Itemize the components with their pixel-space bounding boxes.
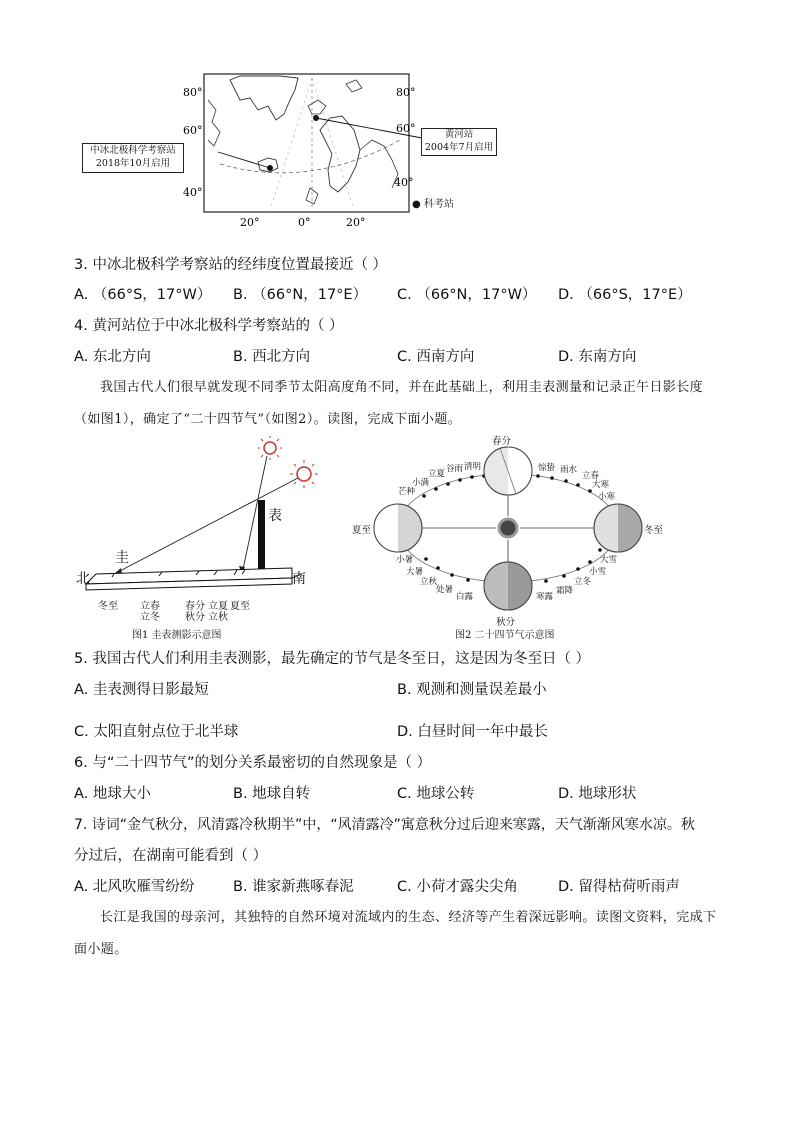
q3-option-a[interactable]: A. （66°S，17°W） — [74, 287, 212, 303]
question-6-stem: 6. 与“二十四节气”的划分关系最密切的自然现象是（ ） — [74, 755, 432, 771]
q7-option-a[interactable]: A. 北风吹雁雪纷纷 — [74, 879, 195, 895]
question-4-stem: 4. 黄河站位于中冰北极科学考察站的（ ） — [74, 318, 344, 334]
q3-option-c[interactable]: C. （66°N，17°W） — [397, 287, 537, 303]
term-label: 处暑 — [436, 585, 454, 595]
direction-south: 南 — [292, 571, 306, 587]
term-label: 白露 — [456, 592, 474, 602]
term-label: 小暑 — [396, 555, 414, 565]
term-label: 小雪 — [589, 567, 607, 577]
term-label: 寒露 — [536, 592, 554, 602]
earth-icon — [484, 562, 532, 610]
q6-option-b[interactable]: B. 地球自转 — [233, 786, 311, 802]
term-label: 芒种 — [398, 487, 416, 497]
tick-label: 立秋 — [208, 612, 228, 623]
question-7-stem-line-1: 7. 诗词“金气秋分，风清露冷秋期半”中，“风清露冷”寓意秋分过后迎来寒露，天气渐渐风寒水凉。秋 — [74, 817, 695, 833]
term-label: 谷雨 — [446, 464, 464, 474]
intro-paragraph-1: 我国古代人们很早就发现不同季节太阳高度角不同，并在此基础上，利用圭表测量和记录正午日影长度（如图1），确定了“二十四节气”（如图2）。读图，完成下面小题。 — [74, 380, 704, 427]
q5-option-d[interactable]: D. 白昼时间一年中最长 — [397, 724, 548, 740]
lat-label: 80° — [183, 86, 203, 99]
lat-label: 60° — [396, 122, 416, 135]
callout-title: 中冰北极科学考察站 — [90, 145, 176, 156]
gnomon-label-biao: 表 — [268, 508, 282, 524]
term-label: 雨水 — [560, 465, 578, 475]
q7-option-d[interactable]: D. 留得枯荷听雨声 — [558, 879, 680, 895]
term-label: 小寒 — [598, 492, 616, 502]
q6-option-c[interactable]: C. 地球公转 — [397, 786, 475, 802]
question-3-stem: 3. 中冰北极科学考察站的经纬度位置最接近（ ） — [74, 257, 388, 273]
q4-option-a[interactable]: A. 东北方向 — [74, 349, 151, 365]
q6-option-a[interactable]: A. 地球大小 — [74, 786, 151, 802]
callout-zhongbing-station — [82, 143, 184, 173]
q4-option-d[interactable]: D. 东南方向 — [558, 349, 637, 365]
main-term-label: 秋分 — [496, 617, 516, 628]
map-legend — [412, 195, 454, 210]
q5-option-a[interactable]: A. 圭表测得日影最短 — [74, 682, 209, 698]
tick-label: 夏至 — [230, 601, 250, 612]
sun-icon — [258, 436, 282, 460]
q7-option-b[interactable]: B. 谁家新燕啄春泥 — [233, 879, 354, 895]
q7-option-c[interactable]: C. 小荷才露尖尖角 — [397, 879, 518, 895]
lat-label: 80° — [396, 86, 416, 99]
callout-date: 2004年7月启用 — [424, 141, 494, 153]
term-label: 立冬 — [574, 577, 592, 587]
main-term-label: 冬至 — [644, 525, 664, 536]
tick-label: 立春 — [140, 601, 160, 612]
intro-paragraph-2: 长江是我国的母亲河，其独特的自然环境对流域内的生态、经济等产生着深远影响。读图文资料，完成下面小题。 — [74, 910, 717, 957]
callout-date: 2018年10月启用 — [95, 158, 171, 169]
tick-label: 春分 — [185, 601, 205, 612]
main-term-label: 春分 — [492, 436, 512, 447]
figure-2-caption: 图2 二十四节气示意图 — [455, 630, 555, 641]
callout-title: 黄河站 — [444, 129, 474, 140]
term-label: 立夏 — [428, 469, 446, 479]
tick-label: 秋分 — [185, 612, 205, 623]
direction-north: 北 — [76, 571, 90, 587]
tick-label: 冬至 — [98, 601, 118, 612]
lat-label: 60° — [183, 124, 203, 137]
q6-option-d[interactable]: D. 地球形状 — [558, 786, 637, 802]
sun-icon — [290, 460, 318, 488]
question-5-stem: 5. 我国古代人们利用圭表测影，最先确定的节气是冬至日，这是因为冬至日（ ） — [74, 651, 591, 667]
term-label: 小满 — [412, 478, 430, 488]
lon-label: 0° — [298, 216, 311, 229]
term-label: 霜降 — [556, 586, 574, 596]
question-7-stem-line-2: 分过后，在湖南可能看到（ ） — [74, 848, 268, 864]
lon-label: 20° — [346, 216, 366, 229]
q3-option-b[interactable]: B. （66°N，17°E） — [233, 287, 368, 303]
figure-1-caption: 图1 圭表测影示意图 — [132, 630, 222, 641]
term-label: 立春 — [582, 471, 600, 481]
q4-option-c[interactable]: C. 西南方向 — [397, 349, 475, 365]
lat-label: 40° — [183, 186, 203, 199]
q5-option-c[interactable]: C. 太阳直射点位于北半球 — [74, 724, 239, 740]
term-label: 立秋 — [420, 577, 438, 587]
term-label: 大雪 — [600, 555, 618, 565]
q5-option-b[interactable]: B. 观测和测量误差最小 — [397, 682, 547, 698]
term-label: 惊蛰 — [538, 463, 556, 473]
term-label: 清明 — [464, 462, 482, 472]
tick-label: 立夏 — [208, 601, 228, 612]
gnomon-label-gui: 圭 — [115, 550, 129, 566]
q3-option-d[interactable]: D. （66°S，17°E） — [558, 287, 692, 303]
legend-label: 科考站 — [423, 199, 454, 210]
earth-icon — [484, 447, 532, 495]
legend-dot-icon: ● — [412, 199, 421, 210]
earth-icon — [594, 504, 642, 552]
term-label: 大暑 — [406, 567, 424, 577]
tick-label: 立冬 — [140, 612, 160, 623]
term-label: 大寒 — [592, 480, 610, 490]
lon-label: 20° — [240, 216, 260, 229]
callout-huanghe-station — [421, 128, 497, 156]
main-term-label: 夏至 — [352, 525, 372, 536]
earth-icon — [374, 504, 422, 552]
lat-label: 40° — [394, 176, 414, 189]
q4-option-b[interactable]: B. 西北方向 — [233, 349, 311, 365]
